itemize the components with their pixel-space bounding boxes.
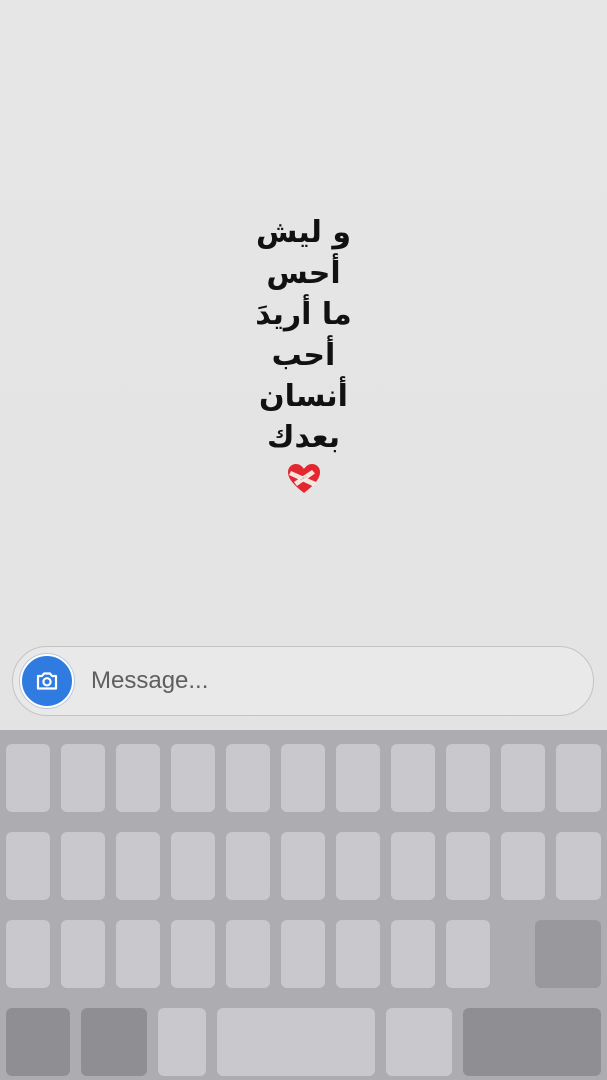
keyboard-key[interactable] — [61, 744, 105, 812]
keyboard-key[interactable] — [446, 744, 490, 812]
keyboard-key[interactable] — [171, 744, 215, 812]
keyboard-key[interactable] — [171, 832, 215, 900]
keyboard — [0, 730, 607, 1080]
keyboard-key[interactable] — [6, 920, 50, 988]
message-line: بعدك — [266, 420, 341, 455]
keyboard-key[interactable] — [171, 920, 215, 988]
keyboard-key[interactable] — [391, 920, 435, 988]
keyboard-key[interactable] — [226, 920, 270, 988]
space-key[interactable] — [217, 1008, 375, 1076]
keyboard-key[interactable] — [281, 832, 325, 900]
keyboard-key[interactable] — [336, 744, 380, 812]
message-composer — [12, 646, 594, 716]
keyboard-key[interactable] — [61, 920, 105, 988]
keyboard-key[interactable] — [336, 832, 380, 900]
keyboard-key[interactable] — [6, 832, 50, 900]
keyboard-key[interactable] — [556, 832, 601, 900]
camera-icon — [35, 669, 59, 693]
keyboard-key[interactable] — [446, 920, 490, 988]
keyboard-key[interactable] — [6, 744, 50, 812]
keyboard-key[interactable] — [556, 744, 601, 812]
return-key[interactable] — [463, 1008, 601, 1076]
message-line: ما أريدَ — [255, 297, 352, 332]
keyboard-key[interactable] — [116, 744, 160, 812]
message-line: و ليش — [255, 215, 351, 250]
keyboard-key[interactable] — [336, 920, 380, 988]
keyboard-key[interactable] — [391, 744, 435, 812]
mending-heart-icon — [286, 462, 322, 496]
keyboard-key[interactable] — [116, 832, 160, 900]
keyboard-key[interactable] — [226, 832, 270, 900]
keyboard-key[interactable] — [446, 832, 490, 900]
backspace-key[interactable] — [535, 920, 601, 988]
keyboard-key[interactable] — [61, 832, 105, 900]
message-text — [0, 212, 607, 496]
camera-button[interactable] — [20, 654, 74, 708]
globe-key[interactable] — [81, 1008, 147, 1076]
message-line: أحس — [266, 256, 341, 291]
keyboard-key[interactable] — [501, 744, 545, 812]
message-line: أحب — [271, 338, 336, 373]
period-key[interactable] — [386, 1008, 452, 1076]
emoji-key[interactable] — [158, 1008, 206, 1076]
numbers-key[interactable] — [6, 1008, 70, 1076]
message-input[interactable] — [91, 663, 561, 699]
keyboard-key[interactable] — [501, 832, 545, 900]
keyboard-key[interactable] — [281, 744, 325, 812]
keyboard-key[interactable] — [226, 744, 270, 812]
keyboard-key[interactable] — [116, 920, 160, 988]
keyboard-key[interactable] — [281, 920, 325, 988]
keyboard-key[interactable] — [391, 832, 435, 900]
message-line: أنسان — [259, 379, 348, 414]
